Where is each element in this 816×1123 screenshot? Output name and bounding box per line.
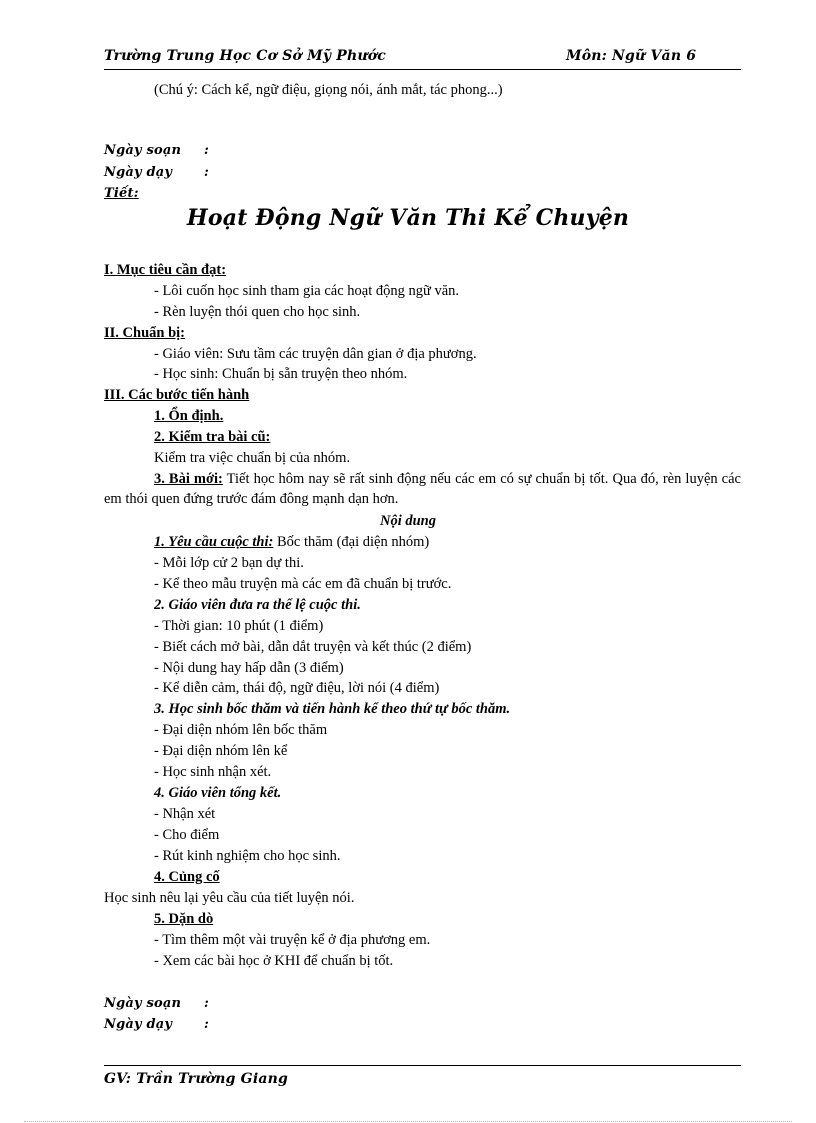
tiet-label: [104, 186, 139, 201]
section-1-item: - Rèn luyện thói quen cho học sinh.: [154, 304, 361, 320]
draw-item: - Đại diện nhóm lên kể: [154, 743, 288, 759]
step-3-paragraph: [104, 469, 741, 509]
ngay-day-colon: :: [204, 1017, 209, 1032]
tiet-text: Tiết: [104, 186, 134, 201]
step-4-text: Học sinh nêu lại yêu cầu của tiết luyện nói.: [104, 890, 355, 906]
draw-heading: 3. Học sinh bốc thăm và tiến hành kể theo thứ tự bốc thăm.: [154, 701, 511, 717]
draw-item: - Đại diện nhóm lên bốc thăm: [154, 722, 328, 738]
requirement-text: Bốc thăm (đại diện nhóm): [273, 534, 430, 550]
rules-item: - Nội dung hay hấp dẫn (3 điểm): [154, 660, 344, 676]
footer-rule: [104, 1065, 741, 1066]
ngay-day-label: Ngày dạy: [104, 1017, 173, 1032]
draw-item: - Học sinh nhận xét.: [154, 764, 272, 780]
ngay-soan-label: Ngày soạn: [104, 143, 182, 158]
tiet-colon: :: [133, 186, 139, 201]
section-1-item: - Lôi cuốn học sinh tham gia các hoạt động ngữ văn.: [154, 283, 460, 299]
ngay-soan-colon: :: [204, 996, 209, 1011]
ngay-day-colon: :: [204, 165, 209, 180]
header-subject: Môn: Ngữ Văn 6: [566, 48, 697, 64]
step-5-heading: 5. Dặn dò: [154, 911, 214, 927]
requirement-line: [154, 532, 429, 552]
section-2-item: - Giáo viên: Sưu tầm các truyện dân gian ở địa phương.: [154, 346, 477, 362]
step-5-item: - Tìm thêm một vài truyện kể ở địa phương em.: [154, 932, 431, 948]
step-4-heading: 4. Củng cố: [154, 869, 220, 885]
header-school: Trường Trung Học Cơ Sở Mỹ Phước: [104, 48, 387, 64]
section-3-heading: III. Các bước tiến hành: [104, 387, 250, 403]
requirement-label: 1. Yêu cầu cuộc thi:: [154, 534, 274, 550]
rules-item: - Thời gian: 10 phút (1 điểm): [154, 618, 324, 634]
summary-item: - Cho điểm: [154, 827, 220, 843]
rules-item: - Biết cách mở bài, dẫn dắt truyện và kết thúc (2 điểm): [154, 639, 472, 655]
step-1-heading: 1. Ổn định.: [154, 408, 224, 424]
page-title: Hoạt Động Ngữ Văn Thi Kể Chuyện: [186, 205, 630, 231]
section-2-item: - Học sinh: Chuẩn bị sẵn truyện theo nhóm.: [154, 366, 408, 382]
noi-dung-heading: Nội dung: [379, 513, 436, 529]
requirement-item: - Kể theo mẫu truyện mà các em đã chuẩn bị trước.: [154, 576, 452, 592]
header-rule: [104, 69, 741, 70]
step-3-text: Tiết học hôm nay sẽ rất sinh động nếu các em có sự chuẩn bị tốt. Qua đó, rèn luyện các em thói quen đứng trước đám đông mạnh dạn hơn.: [104, 471, 741, 507]
section-1-heading: I. Mục tiêu cần đạt:: [104, 262, 227, 278]
footer-teacher: GV: Trần Trường Giang: [104, 1071, 288, 1087]
summary-item: - Nhận xét: [154, 806, 216, 822]
ngay-soan-colon: :: [204, 143, 209, 158]
summary-heading: 4. Giáo viên tổng kết.: [154, 785, 282, 801]
step-2-heading: 2. Kiểm tra bài cũ:: [154, 429, 271, 445]
step-5-item: - Xem các bài học ở KHI để chuẩn bị tốt.: [154, 953, 394, 969]
rules-item: - Kể diễn cảm, thái độ, ngữ điệu, lời nói (4 điểm): [154, 680, 440, 696]
page-edge: [24, 1121, 792, 1122]
requirement-item: - Mỗi lớp cử 2 bạn dự thi.: [154, 555, 304, 571]
step-2-text: Kiểm tra việc chuẩn bị của nhóm.: [154, 450, 351, 466]
ngay-soan-label: Ngày soạn: [104, 996, 182, 1011]
summary-item: - Rút kinh nghiệm cho học sinh.: [154, 848, 341, 864]
rules-heading: 2. Giáo viên đưa ra thể lệ cuộc thi.: [154, 597, 361, 613]
top-note: (Chú ý: Cách kể, ngữ điệu, giọng nói, ánh mắt, tác phong...): [154, 82, 503, 98]
step-3-label: 3. Bài mới:: [154, 471, 223, 487]
section-2-heading: II. Chuẩn bị:: [104, 325, 185, 341]
ngay-day-label: Ngày dạy: [104, 165, 173, 180]
